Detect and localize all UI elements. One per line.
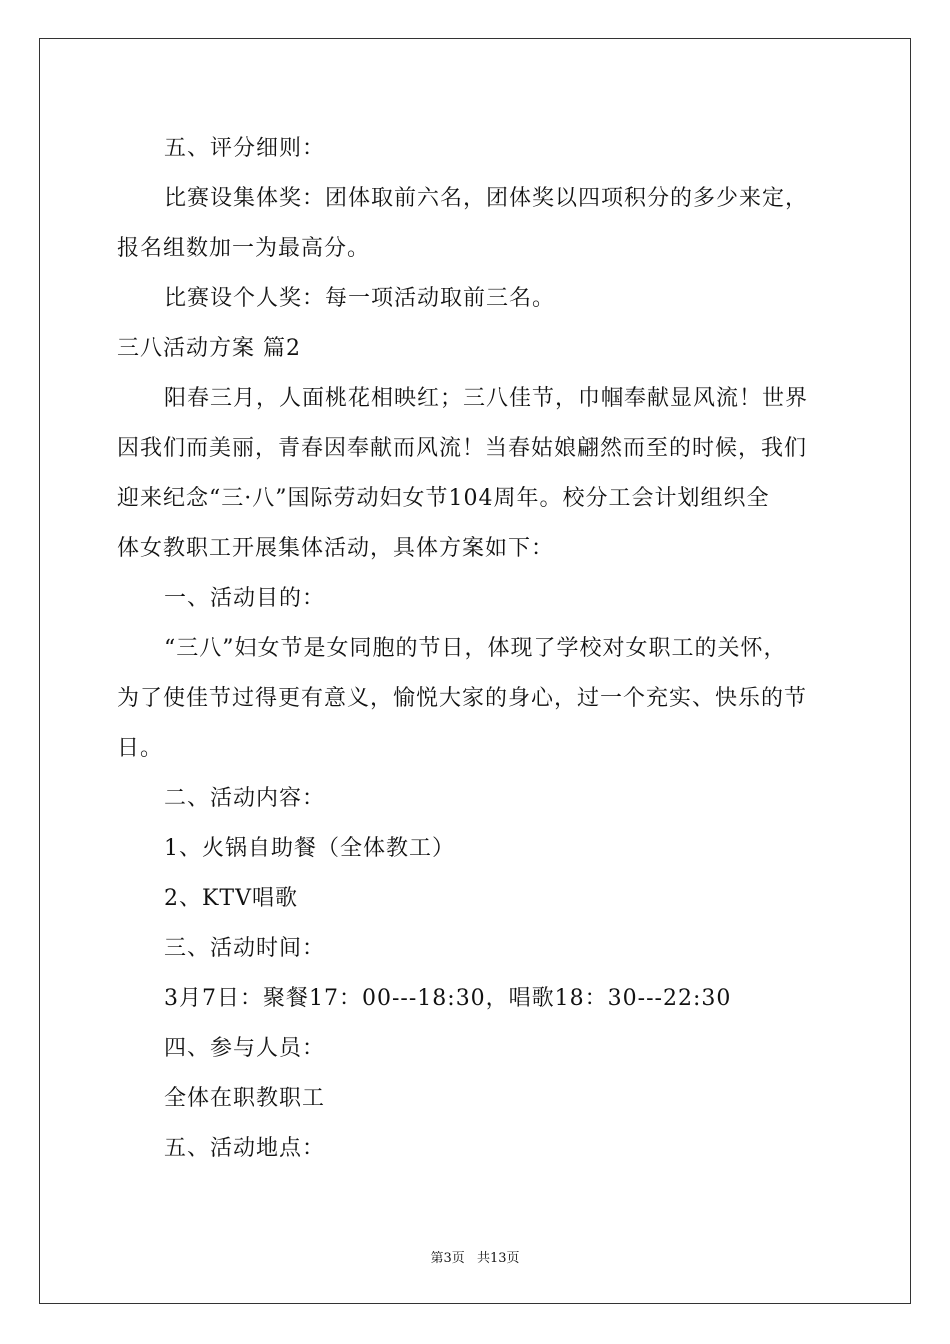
paragraph-line: 比赛设个人奖：每一项活动取前三名。	[164, 286, 556, 311]
page-number: 第3页	[430, 1251, 465, 1266]
article-title: 三八活动方案 篇2	[117, 336, 301, 361]
paragraph-line: 因我们而美丽，青春因奉献而风流！当春姑娘翩然而至的时候，我们	[117, 436, 808, 461]
paragraph-line: 报名组数加一为最高分。	[117, 236, 371, 261]
paragraph-line: 迎来纪念“三·八”国际劳动妇女节104周年。校分工会计划组织全	[117, 486, 770, 511]
paragraph-line: 全体在职教职工	[164, 1086, 326, 1111]
section-heading-purpose: 一、活动目的：	[164, 586, 326, 611]
paragraph-line: 为了使佳节过得更有意义，愉悦大家的身心，过一个充实、快乐的节	[117, 686, 808, 711]
list-item: 2、KTV唱歌	[164, 886, 298, 911]
section-heading-time: 三、活动时间：	[164, 936, 326, 961]
section-heading-scoring: 五、评分细则：	[164, 136, 326, 161]
section-heading-participants: 四、参与人员：	[164, 1036, 326, 1061]
paragraph-line: 阳春三月，人面桃花相映红；三八佳节，巾帼奉献显风流！世界	[164, 386, 809, 411]
paragraph-line: 日。	[117, 736, 164, 761]
page-total: 共13页	[476, 1251, 520, 1266]
page-border	[39, 38, 911, 1304]
section-heading-location: 五、活动地点：	[164, 1136, 326, 1161]
paragraph-line: 3月7日：聚餐17：00---18:30，唱歌18：30---22:30	[164, 986, 732, 1011]
list-item: 1、火锅自助餐（全体教工）	[164, 836, 455, 861]
paragraph-line: 比赛设集体奖：团体取前六名，团体奖以四项积分的多少来定，	[164, 186, 809, 211]
section-heading-content: 二、活动内容：	[164, 786, 326, 811]
paragraph-line: “三八”妇女节是女同胞的节日，体现了学校对女职工的关怀，	[164, 636, 787, 661]
page-footer	[0, 1247, 950, 1266]
paragraph-line: 体女教职工开展集体活动，具体方案如下：	[117, 536, 555, 561]
